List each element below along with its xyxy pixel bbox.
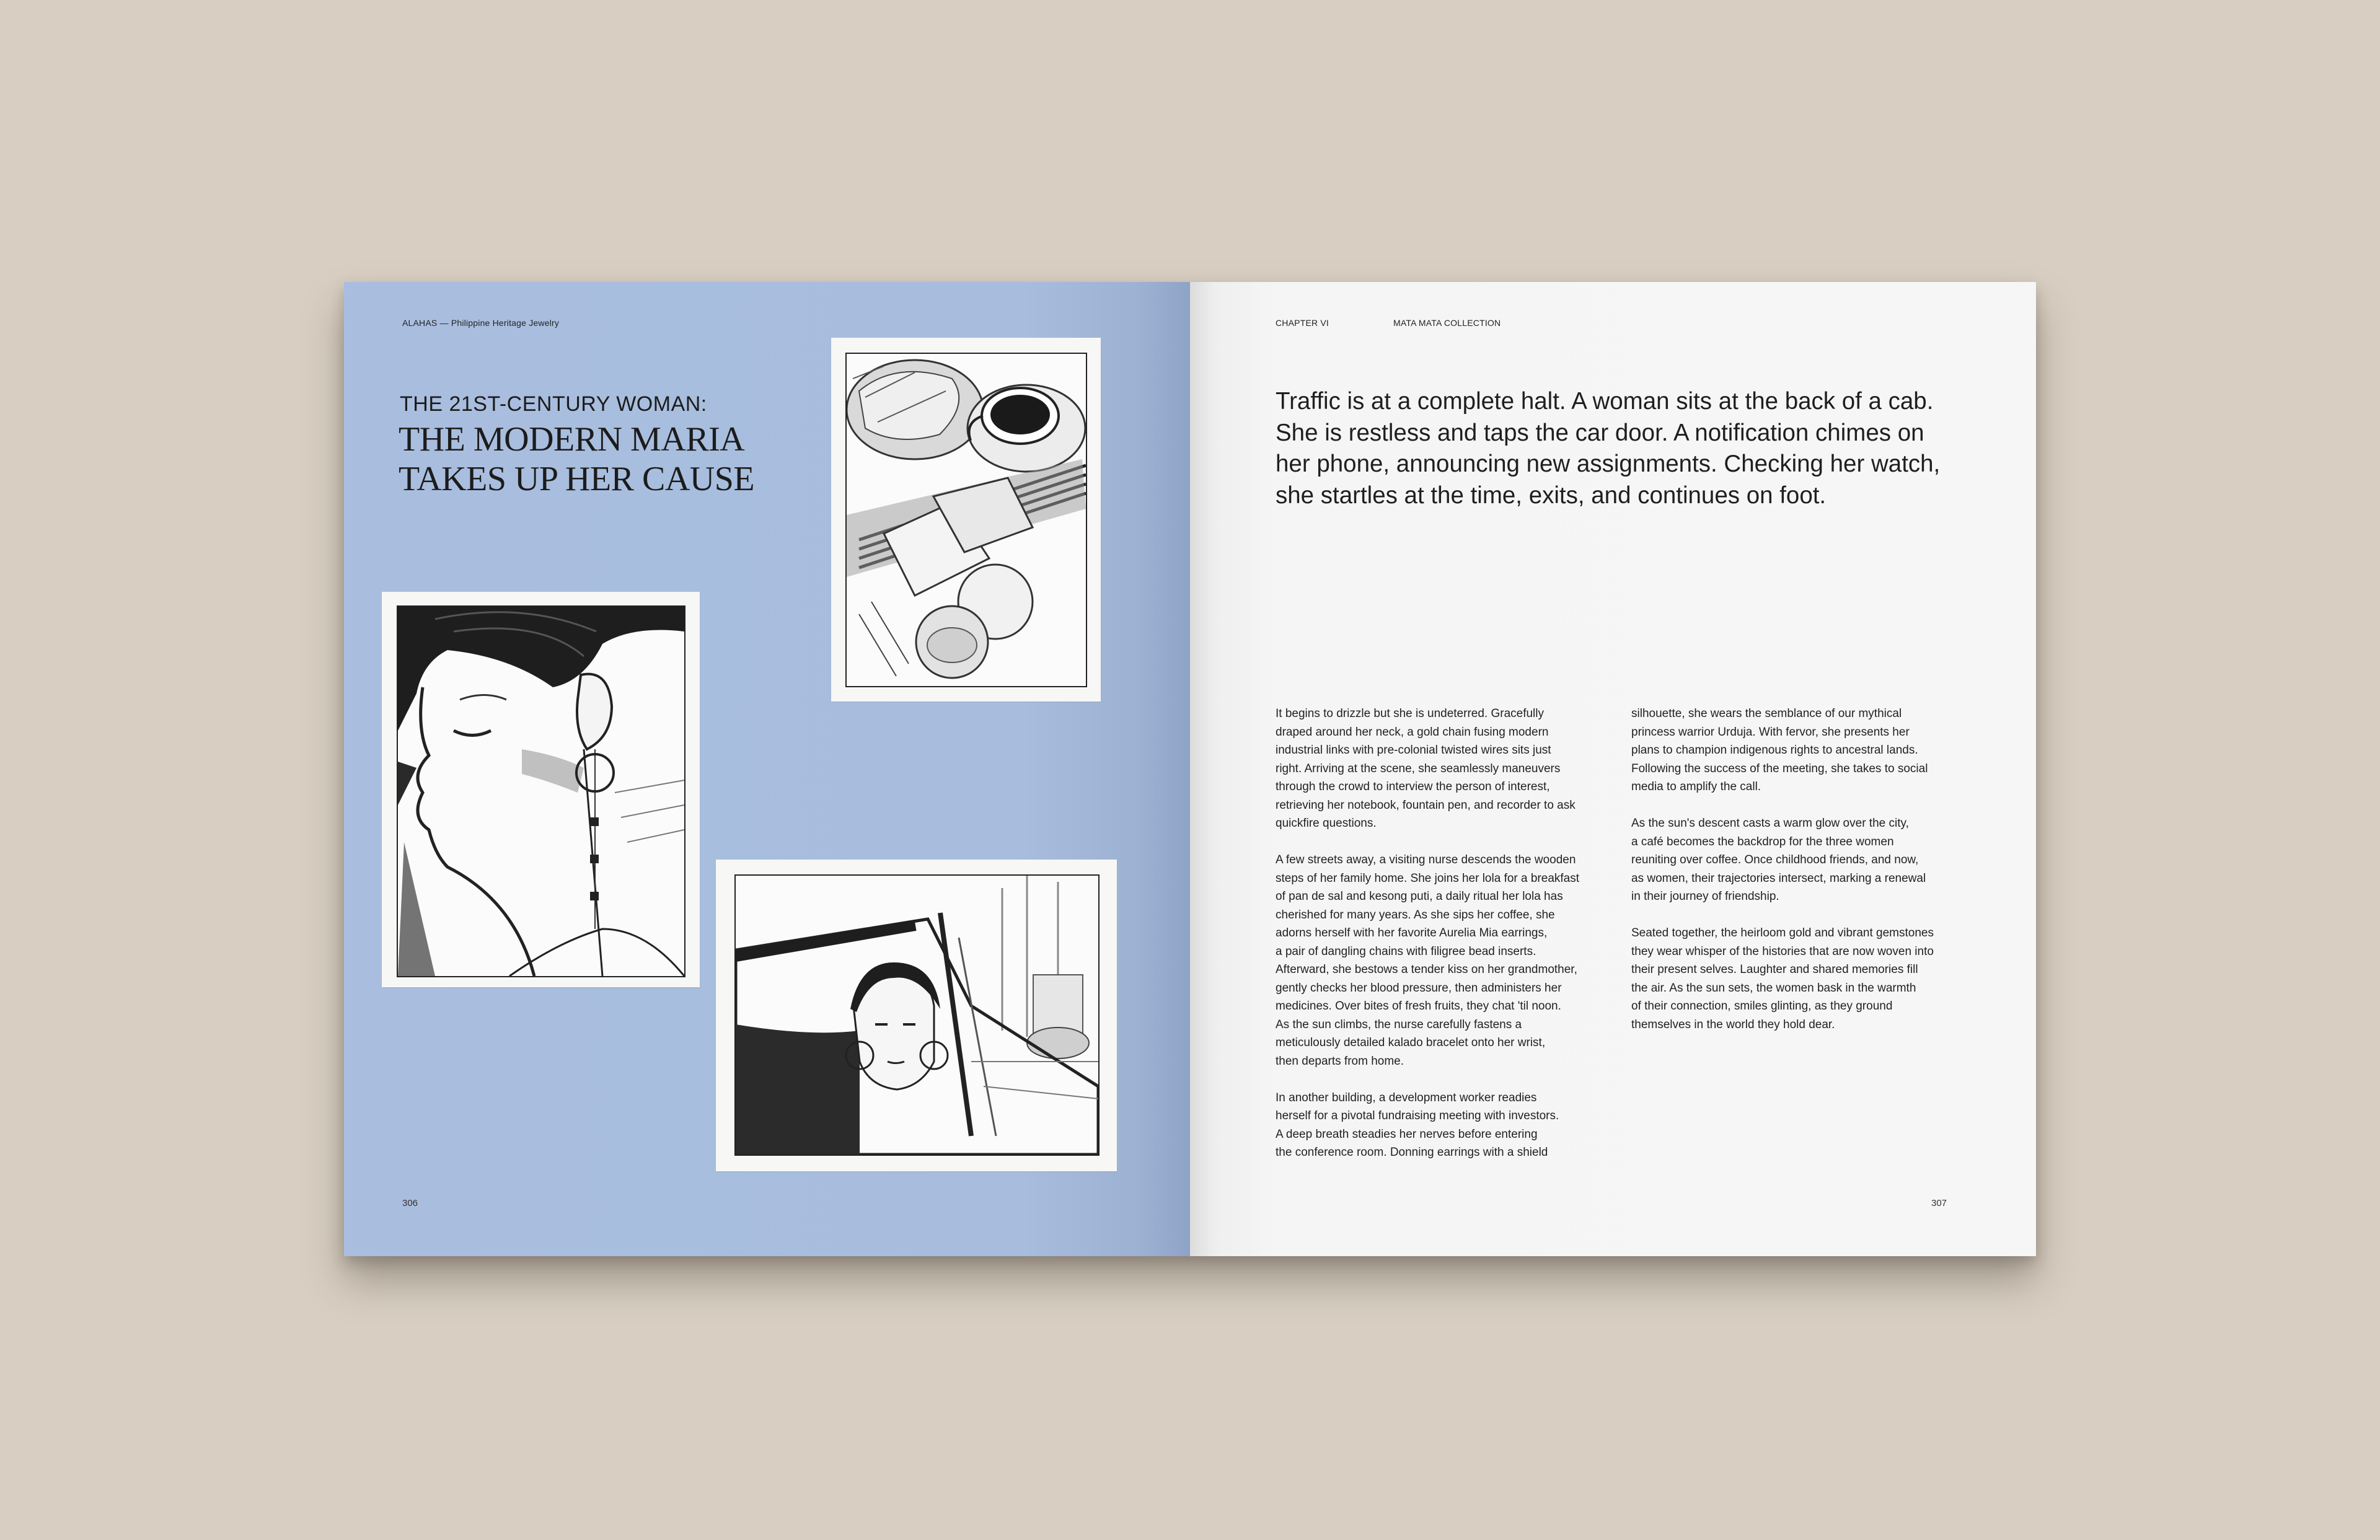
body-paragraph	[1631, 814, 1978, 906]
body-paragraph	[1631, 705, 1978, 796]
text-line: quickfire questions.	[1276, 817, 1377, 830]
body-column-1	[1276, 705, 1623, 1180]
text-line: their present selves. Laughter and shared memories fill	[1631, 963, 1918, 976]
text-line: cherished for many years. As she sips her coffee, she	[1276, 908, 1555, 922]
text-line: media to amplify the call.	[1631, 780, 1761, 793]
text-line: As the sun climbs, the nurse carefully fastens a	[1276, 1018, 1522, 1031]
text-line: A few streets away, a visiting nurse descends the wooden	[1276, 853, 1576, 866]
text-line: As the sun's descent casts a warm glow over the city,	[1631, 817, 1909, 830]
body-paragraph	[1631, 924, 1978, 1034]
breakfast-sketch	[831, 338, 1101, 702]
text-line: retrieving her notebook, fountain pen, and recorder to ask	[1276, 798, 1576, 812]
text-line: steps of her family home. She joins her lola for a breakfast	[1276, 871, 1580, 885]
text-line: of pan de sal and kesong puti, a daily ritual her lola has	[1276, 890, 1563, 903]
text-line: In another building, a development worker readies	[1276, 1091, 1537, 1104]
book-spread	[344, 282, 2036, 1256]
body-paragraph	[1276, 1089, 1623, 1162]
text-line: industrial links with pre-colonial twisted wires sits just	[1276, 744, 1551, 757]
page-number-left: 306	[402, 1198, 418, 1208]
text-line: then departs from home.	[1276, 1054, 1404, 1068]
right-page	[1190, 282, 2036, 1256]
text-line: It begins to drizzle but she is undeterred. Gracefully	[1276, 707, 1545, 720]
lead-line: she startles at the time, exits, and continues on foot.	[1276, 482, 1827, 509]
text-line: draped around her neck, a gold chain fusing modern	[1276, 725, 1549, 739]
headline	[399, 420, 795, 499]
headline-line: TAKES UP HER CAUSE	[399, 460, 755, 498]
profile-earring-sketch	[382, 592, 700, 987]
profile-illustration	[398, 607, 684, 976]
text-line: reuniting over coffee. Once childhood friends, and now,	[1631, 853, 1919, 866]
cab-window-sketch	[716, 860, 1117, 1171]
text-line: A deep breath steadies her nerves before entering	[1276, 1127, 1538, 1141]
text-line: meticulously detailed kalado bracelet onto her wrist,	[1276, 1036, 1546, 1049]
breakfast-illustration	[847, 354, 1086, 686]
text-line: Afterward, she bestows a tender kiss on her grandmother,	[1276, 963, 1577, 976]
text-line: through the crowd to interview the person of interest,	[1276, 780, 1550, 793]
body-column-2	[1631, 705, 1978, 1052]
lead-line: her phone, announcing new assignments. Checking her watch,	[1276, 451, 1941, 477]
body-paragraph	[1276, 851, 1623, 1070]
text-line: they wear whisper of the histories that are now woven into	[1631, 944, 1934, 958]
text-line: right. Arriving at the scene, she seamlessly maneuvers	[1276, 762, 1561, 775]
text-line: medicines. Over bites of fresh fruits, they chat 'til noon.	[1276, 1000, 1561, 1013]
headline-line: THE MODERN MARIA	[399, 420, 745, 459]
text-line: as women, their trajectories intersect, marking a renewal	[1631, 871, 1926, 885]
text-line: themselves in the world they hold dear.	[1631, 1018, 1835, 1031]
lead-line: She is restless and taps the car door. A notification chimes on	[1276, 419, 1924, 446]
text-line: silhouette, she wears the semblance of our mythical	[1631, 707, 1902, 720]
headline-kicker: THE 21ST-CENTURY WOMAN:	[400, 392, 707, 416]
cab-illustration	[736, 876, 1098, 1155]
body-paragraph	[1276, 705, 1623, 833]
text-line: herself for a pivotal fundraising meeting with investors.	[1276, 1109, 1559, 1122]
text-line: the air. As the sun sets, the women bask in the warmth	[1631, 981, 1916, 995]
text-line: in their journey of friendship.	[1631, 890, 1779, 903]
lead-paragraph	[1276, 386, 1988, 511]
text-line: gently checks her blood pressure, then administers her	[1276, 981, 1562, 995]
page-number-right: 307	[1931, 1198, 1947, 1208]
running-head: ALAHAS — Philippine Heritage Jewelry	[402, 318, 560, 328]
text-line: adorns herself with her favorite Aurelia Mia earrings,	[1276, 926, 1548, 939]
text-line: princess warrior Urduja. With fervor, she presents her	[1631, 725, 1910, 739]
chapter-label: CHAPTER VI	[1276, 318, 1329, 328]
text-line: Seated together, the heirloom gold and vibrant gemstones	[1631, 926, 1934, 939]
lead-line: Traffic is at a complete halt. A woman sits at the back of a cab.	[1276, 388, 1934, 415]
text-line: the conference room. Donning earrings with a shield	[1276, 1146, 1548, 1159]
text-line: Following the success of the meeting, she takes to social	[1631, 762, 1928, 775]
text-line: plans to champion indigenous rights to ancestral lands.	[1631, 744, 1918, 757]
text-line: a café becomes the backdrop for the three women	[1631, 835, 1894, 848]
text-line: of their connection, smiles glinting, as they ground	[1631, 1000, 1893, 1013]
text-line: a pair of dangling chains with filigree bead inserts.	[1276, 944, 1536, 958]
collection-label: MATA MATA COLLECTION	[1393, 318, 1501, 328]
left-page	[344, 282, 1190, 1256]
